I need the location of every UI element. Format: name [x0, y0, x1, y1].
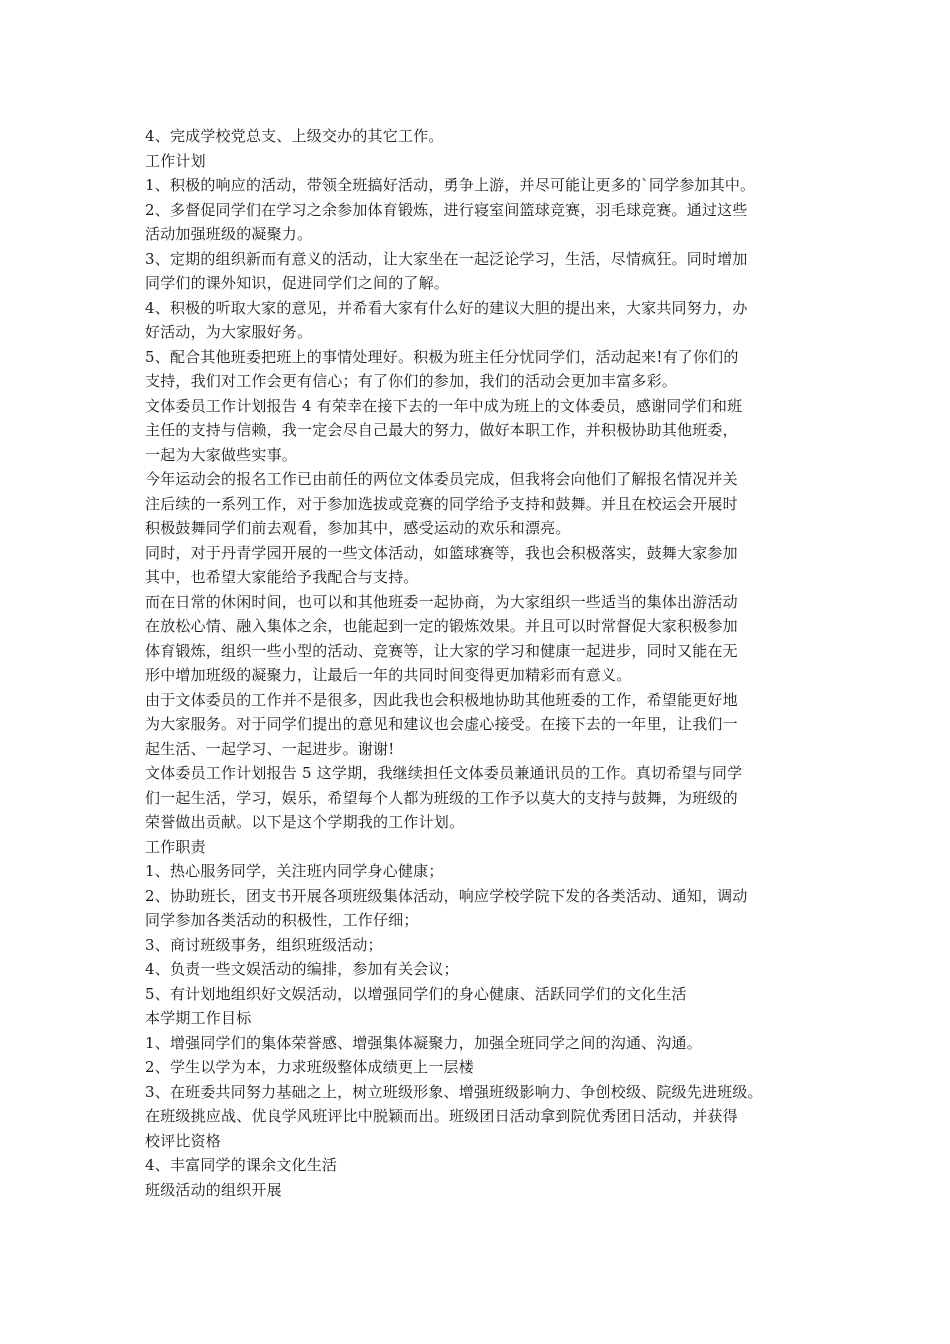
text-line: 2、多督促同学们在学习之余参加体育锻炼，进行寝室间篮球竞赛，羽毛球竞赛。通过这些	[145, 200, 748, 219]
text-line: 1、热心服务同学，关注班内同学身心健康；	[145, 862, 444, 880]
text-line: 在班级挑应战、优良学风班评比中脱颖而出。班级团日活动拿到院优秀团日活动，并获得	[145, 1107, 738, 1125]
text-line: 在放松心情、融入集体之余，也能起到一定的锻炼效果。并且可以时常督促大家积极参加	[145, 617, 738, 635]
text-line: 文体委员工作计划报告 4 有荣幸在接下去的一年中成为班上的文体委员，感谢同学们和班	[145, 396, 743, 415]
section-heading: 本学期工作目标	[145, 1009, 252, 1027]
text-line: 2、学生以学为本，力求班级整体成绩更上一层楼	[145, 1058, 474, 1076]
text-line: 一起为大家做些实事。	[145, 445, 298, 464]
text-line: 2、协助班长，团支书开展各项班级集体活动，响应学校学院下发的各类活动、通知，调动	[145, 886, 748, 905]
text-line: 们一起生活，学习，娱乐，希望每个人都为班级的工作予以莫大的支持与鼓舞，为班级的	[145, 788, 738, 807]
text-line: 5、配合其他班委把班上的事情处理好。积极为班主任分忧同学们，活动起来!有了你们的	[145, 347, 739, 366]
text-line: 校评比资格	[145, 1131, 222, 1150]
text-line: 好活动，为大家服好务。	[145, 323, 313, 341]
text-line: 主任的支持与信赖，我一定会尽自己最大的努力，做好本职工作，并积极协助其他班委，	[145, 421, 738, 439]
text-line: 3、在班委共同努力基础之上，树立班级形象、增强班级影响力、争创校级、院级先进班级。	[145, 1082, 763, 1101]
text-line: 同学参加各类活动的积极性，工作仔细；	[145, 911, 419, 929]
text-line: 荣誉做出贡献。以下是这个学期我的工作计划。	[145, 813, 465, 831]
text-line: 5、有计划地组织好文娱活动，以增强同学们的身心健康、活跃同学们的文化生活	[145, 984, 687, 1003]
text-line: 4、负责一些文娱活动的编排，参加有关会议；	[145, 960, 459, 978]
text-line: 同学们的课外知识，促进同学们之间的了解。	[145, 274, 450, 292]
text-line: 体育锻炼，组织一些小型的活动、竞赛等，让大家的学习和健康一起进步，同时又能在无	[145, 641, 738, 660]
text-line: 积极鼓舞同学们前去观看，参加其中，感受运动的欢乐和漂亮。	[145, 519, 571, 537]
text-line: 形中增加班级的凝聚力，让最后一年的共同时间变得更加精彩而有意义。	[145, 666, 632, 684]
section-heading: 工作计划	[145, 151, 206, 170]
text-line: 4、完成学校党总支、上级交办的其它工作。	[145, 127, 444, 145]
text-line: 由于文体委员的工作并不是很多，因此我也会积极地协助其他班委的工作，希望能更好地	[145, 690, 738, 709]
text-line: 注后续的一系列工作，对于参加选拔或竞赛的同学给予支持和鼓舞。并且在校运会开展时	[145, 494, 738, 513]
text-line: 为大家服务。对于同学们提出的意见和建议也会虚心接受。在接下去的一年里，让我们一	[145, 715, 738, 733]
text-line: 1、增强同学们的集体荣誉感、增强集体凝聚力，加强全班同学之间的沟通、沟通。	[145, 1033, 702, 1052]
text-line: 文体委员工作计划报告 5 这学期，我继续担任文体委员兼通讯员的工作。真切希望与同学	[145, 764, 743, 782]
text-line: 今年运动会的报名工作已由前任的两位文体委员完成，但我将会向他们了解报名情况并关	[145, 470, 738, 488]
text-line: 其中，也希望大家能给予我配合与支持。	[145, 568, 419, 586]
text-line: 3、商讨班级事务，组织班级活动；	[145, 935, 383, 954]
document-body	[145, 124, 825, 1202]
text-line: 3、定期的组织新而有意义的活动，让大家坐在一起泛论学习，生活，尽情疯狂。同时增加	[145, 249, 748, 268]
section-heading: 班级活动的组织开展	[145, 1180, 282, 1199]
text-line: 活动加强班级的凝聚力。	[145, 225, 313, 243]
text-line: 支持，我们对工作会更有信心；有了你们的参加，我们的活动会更加丰富多彩。	[145, 372, 678, 390]
text-line: 4、积极的听取大家的意见，并希看大家有什么好的建议大胆的提出来，大家共同努力，办	[145, 298, 748, 317]
text-line: 4、丰富同学的课余文化生活	[145, 1156, 338, 1174]
text-line: 1、积极的响应的活动，带领全班搞好活动，勇争上游，并尽可能让更多的`同学参加其中。	[145, 176, 756, 194]
section-heading: 工作职责	[145, 837, 206, 856]
text-line: 同时，对于丹青学园开展的一些文体活动，如篮球赛等，我也会积极落实，鼓舞大家参加	[145, 543, 738, 562]
text-line: 而在日常的休闲时间，也可以和其他班委一起协商，为大家组织一些适当的集体出游活动	[145, 592, 738, 611]
text-line: 起生活、一起学习、一起进步。谢谢!	[145, 739, 395, 758]
